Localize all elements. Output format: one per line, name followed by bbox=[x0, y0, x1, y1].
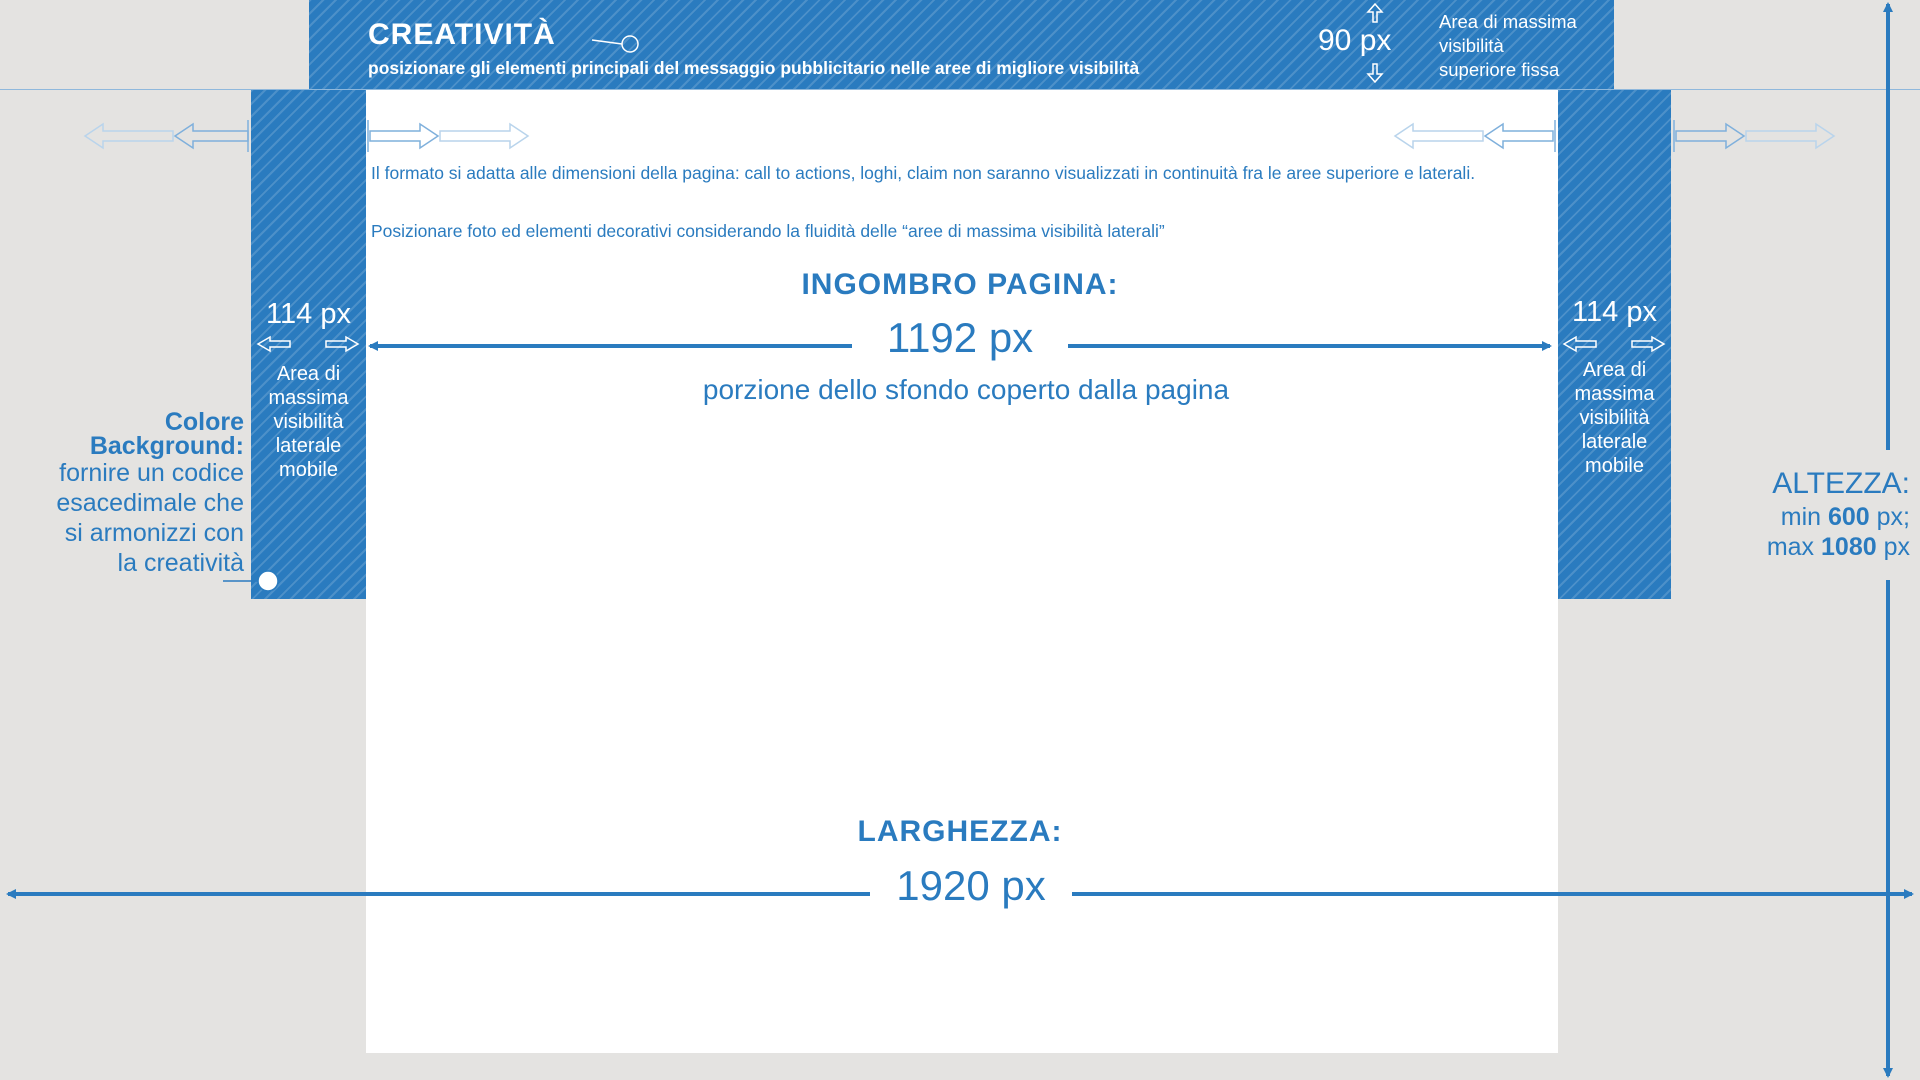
right-motion-arrows-icon bbox=[1674, 120, 1834, 152]
top-guide-line bbox=[0, 89, 1920, 90]
top-height-label: 90 px bbox=[1318, 24, 1392, 57]
right-band-area-line-1: Area di bbox=[1582, 359, 1647, 381]
altezza-note bbox=[1720, 466, 1910, 562]
left-band-width-label: 114 px bbox=[266, 298, 351, 330]
larghezza-title: LARGHEZZA: bbox=[857, 815, 1063, 848]
right-band-area-line-4: laterale bbox=[1581, 431, 1648, 453]
background-note bbox=[0, 410, 244, 578]
left-band-area-line-1: Area di bbox=[276, 363, 341, 385]
larghezza-value: 1920 px bbox=[896, 862, 1046, 909]
background-note-title-2: Background: bbox=[89, 432, 244, 460]
altezza-max-value: 1080 bbox=[1821, 533, 1877, 561]
page-note-2: Posizionare foto ed elementi decorativi considerando la fluidità delle “aree di massima visibilità laterali” bbox=[371, 221, 1165, 241]
altezza-min-prefix: min bbox=[1780, 503, 1828, 531]
altezza-max bbox=[1720, 532, 1910, 562]
top-area-label-line-2: visibilità bbox=[1439, 35, 1504, 56]
altezza-max-prefix: max bbox=[1766, 533, 1822, 561]
ingombro-caption: porzione dello sfondo coperto dalla pagina bbox=[702, 374, 1230, 405]
right-band-width-label: 114 px bbox=[1572, 296, 1657, 328]
right-band-area-label bbox=[1558, 358, 1671, 478]
ingombro-value: 1192 px bbox=[886, 314, 1034, 361]
right-side-visibility-band bbox=[1558, 90, 1671, 599]
page-note-1: Il formato si adatta alle dimensioni della pagina: call to actions, loghi, claim non saranno visualizzati in continuità fra le aree superiore e laterali. bbox=[371, 163, 1476, 183]
right-band-area-line-3: visibilità bbox=[1579, 407, 1650, 429]
altezza-max-suffix: px bbox=[1876, 533, 1910, 561]
left-side-visibility-band bbox=[251, 90, 366, 599]
altezza-title: ALTEZZA: bbox=[1772, 467, 1910, 500]
left-band-area-line-5: mobile bbox=[279, 459, 338, 481]
background-note-line-1: fornire un codice bbox=[59, 459, 244, 487]
top-area-label-line-1: Area di massima bbox=[1439, 11, 1577, 32]
altezza-min bbox=[1720, 502, 1910, 532]
creativita-subtitle: posizionare gli elementi principali del messaggio pubblicitario nelle aree di migliore visibilità bbox=[368, 58, 1140, 78]
left-motion-arrows-icon bbox=[85, 120, 248, 152]
background-note-title-1: Colore bbox=[164, 408, 244, 436]
left-band-area-line-4: laterale bbox=[275, 435, 342, 457]
altezza-min-suffix: px; bbox=[1869, 503, 1910, 531]
left-band-area-line-3: visibilità bbox=[273, 411, 344, 433]
background-note-line-2: esacedimale che bbox=[56, 489, 244, 517]
top-area-label bbox=[1439, 10, 1577, 82]
ingombro-title: INGOMBRO PAGINA: bbox=[801, 268, 1119, 301]
right-band-area-line-2: massima bbox=[1574, 383, 1655, 405]
left-band-area-line-2: massima bbox=[268, 387, 349, 409]
creativita-title: CREATIVITÀ bbox=[368, 18, 556, 51]
right-band-area-line-5: mobile bbox=[1585, 455, 1644, 477]
altezza-min-value: 600 bbox=[1827, 503, 1870, 531]
background-note-line-4: la creatività bbox=[117, 549, 244, 577]
top-area-label-line-3: superiore fissa bbox=[1439, 59, 1560, 80]
background-note-line-3: si armonizzi con bbox=[64, 519, 244, 547]
left-band-area-label bbox=[251, 362, 366, 482]
